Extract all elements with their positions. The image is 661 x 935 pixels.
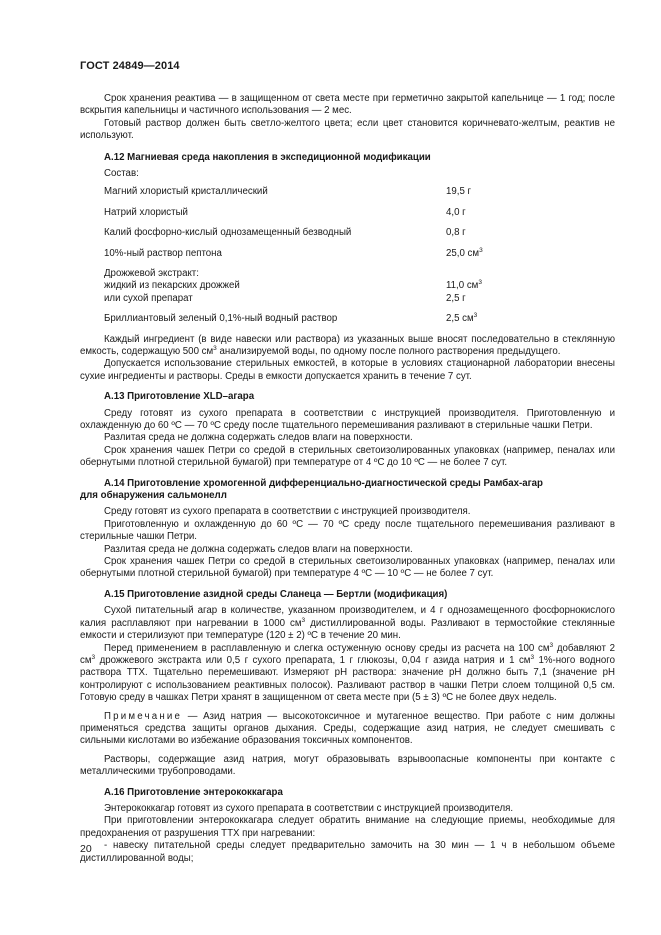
a16-paragraph-3: - навеску питательной среды следует предварительно замочить на 30 мин — 1 ч в небольшом объеме дистиллированной воды; [80, 840, 615, 864]
ingredient-row [80, 207, 615, 219]
ingredient-row [80, 186, 615, 198]
yeast-extract-block [80, 268, 615, 305]
ingredient-row [80, 248, 615, 260]
a14-paragraph-1: Среду готовят из сухого препарата в соответствии с инструкцией производителя. [104, 506, 471, 518]
a15-note [80, 711, 615, 748]
a16-paragraph-2: При приготовлении энтерококкагара следует обратить внимание на следующие приемы, необходимые для предохранения от разрушения ТТХ при нагревании: [80, 815, 615, 839]
ingredient-name: Магний хлористый кристаллический [104, 186, 268, 198]
composition-label: Состав: [104, 168, 139, 180]
a14-paragraph-2: Приготовленную и охлажденную до 60 ºС — 70 ºС среду после тщательного перемешивания разливают в стерильные чашки Петри. [80, 518, 615, 543]
a14-paragraph-4: Срок хранения чашек Петри со средой в стерильных светоизолированных упаковках (например, пеналах или обернутыми плотной стерильной бумагой) при температуре 4 ºС — 10 ºС — не более 7 сут. [80, 556, 615, 580]
a12-paragraph-1: Каждый ингредиент (в виде навески или раствора) из указанных выше вносят последовательно в стеклянную емкость, содержащую 500 $см^3$ анализируемой воды, по одному после полного растворения предыдущего. [80, 333, 615, 357]
note-label: Примечание [104, 710, 183, 722]
ingredient-qty: 4,0 г [446, 206, 466, 218]
a16-paragraph-1: Энтерококкагар готовят из сухого препарата в соответствии с инструкцией производителя. [104, 802, 514, 814]
a14-paragraph-3: Разлитая среда не должна содержать следов влаги на поверхности. [104, 543, 413, 555]
yeast-dry-name: или сухой препарат [104, 292, 193, 304]
yeast-extract-title: Дрожжевой экстракт: [104, 268, 199, 279]
a13-paragraph-3: Срок хранения чашек Петри со средой в стерильных светоизолированных упаковках (например, пеналах или обернутыми плотной стерильной бумагой) при температуре от 4 ºС до 10 ºС — не более 7 сут. [80, 444, 615, 469]
ingredient-row [80, 313, 615, 325]
ingredient-name: 10%-ный раствор пептона [104, 247, 222, 259]
a13-paragraph-2: Разлитая среда не должна содержать следов влаги на поверхности. [104, 432, 413, 444]
ingredient-qty: 25,0 $см^3$ [446, 246, 483, 259]
ingredient-name: Бриллиантовый зеленый 0,1%-ный водный раствор [104, 313, 338, 325]
ingredient-row [80, 227, 615, 239]
section-a15-title: А.15 Приготовление азидной среды Сланеца — Бертли (модификация) [104, 588, 448, 600]
ingredient-name: Калий фосфорно-кислый однозамещенный безводный [104, 227, 352, 239]
page-number: 20 [80, 843, 92, 855]
section-a12-title: А.12 Магниевая среда накопления в экспедиционной модификации [104, 151, 431, 163]
section-a16-title: А.16 Приготовление энтерококкагара [104, 786, 283, 798]
ingredient-qty: 19,5 г [446, 186, 472, 198]
document-body [80, 93, 615, 865]
color-paragraph: Готовый раствор должен быть светло-желтого цвета; если цвет становится коричневато-желтым, реактив не используют. [80, 117, 615, 142]
a12-paragraph-2: Допускается использование стерильных емкостей, в которые в условиях стационарной лаборатории внесены сухие ингредиенты и растворы. Среды в емкости допускается хранить в течение 7 сут. [80, 358, 615, 382]
a13-paragraph-1: Среду готовят из сухого препарата в соответствии с инструкцией производителя. Приготовленную и охлажденную до 60 ºС — 70 ºС среду после тщательного перемешивания разливают в стерильные чашки Петри. [80, 407, 615, 431]
section-a14-title: А.14 Приготовление хромогенной дифференциально-диагностической среды Рамбах-агар [104, 477, 543, 489]
ingredient-qty: 0,8 г [446, 227, 466, 239]
yeast-dry-qty: 2,5 г [446, 292, 466, 304]
document-code: ГОСТ 24849—2014 [80, 60, 180, 72]
a15-paragraph-1: Сухой питательный агар в количестве, указанном производителем, и 4 г однозамещенного фосфорнокислого калия расплавляют при нагревании в 1000 $см^3$ дистиллированной воды. Разливают в термостойкие стеклянные емкости и стерилизуют при температуре (120 ± 2) ºС в течение 20 мин. [80, 605, 616, 642]
storage-paragraph: Срок хранения реактива — в защищенном от света месте при герметично закрытой капельнице — 1 год; после вскрытия капельницы и частичного использования — 2 мес. [80, 93, 615, 117]
ingredient-name: Натрий хлористый [104, 206, 188, 218]
a15-paragraph-3: Растворы, содержащие азид натрия, могут образовывать взрывоопасные компоненты при контакте с металлическими трубопроводами. [80, 753, 615, 778]
yeast-liquid-name: жидкий из пекарских дрожжей [104, 280, 240, 292]
yeast-liquid-qty: 11,0 $см^3$ [446, 279, 482, 292]
section-a13-title: А.13 Приготовление XLD–агара [104, 391, 255, 403]
section-a14-title-cont: для обнаружения сальмонелл [80, 490, 227, 502]
note-text: — Азид натрия — высокотоксичное и мутагенное вещество. При работе с ним должны применяться средства защиты органов дыхания. Среды, содержащие азид натрия, не следует смешивать с сильными кислотами во избежание образования токсичных компонентов. [80, 710, 615, 747]
a15-paragraph-2: Перед применением в расплавленную и слегка остуженную основу среды из расчета на 100 $см^3$ добавляют 2 $см^3$ дрожжевого экстракта или 0,5 г сухого препарата, 1 г глюкозы, 0,04 г азида натрия и 1 $см^3$ 1%-ного водного раствора ТТХ. Тщательно перемешивают. Измеряют pH раствора: значение pH должно быть 7,1 (значение pH контролируют с использованием реактивных полосок). Разливают раствор в чашки Петри слоем толщиной 0,5 см. Готовую среду в чашках Петри хранят в защищенном от света месте при (5 ± 3) ºС не более двух недель. [80, 641, 615, 704]
ingredient-qty: 2,5 $см^3$ [446, 312, 478, 325]
